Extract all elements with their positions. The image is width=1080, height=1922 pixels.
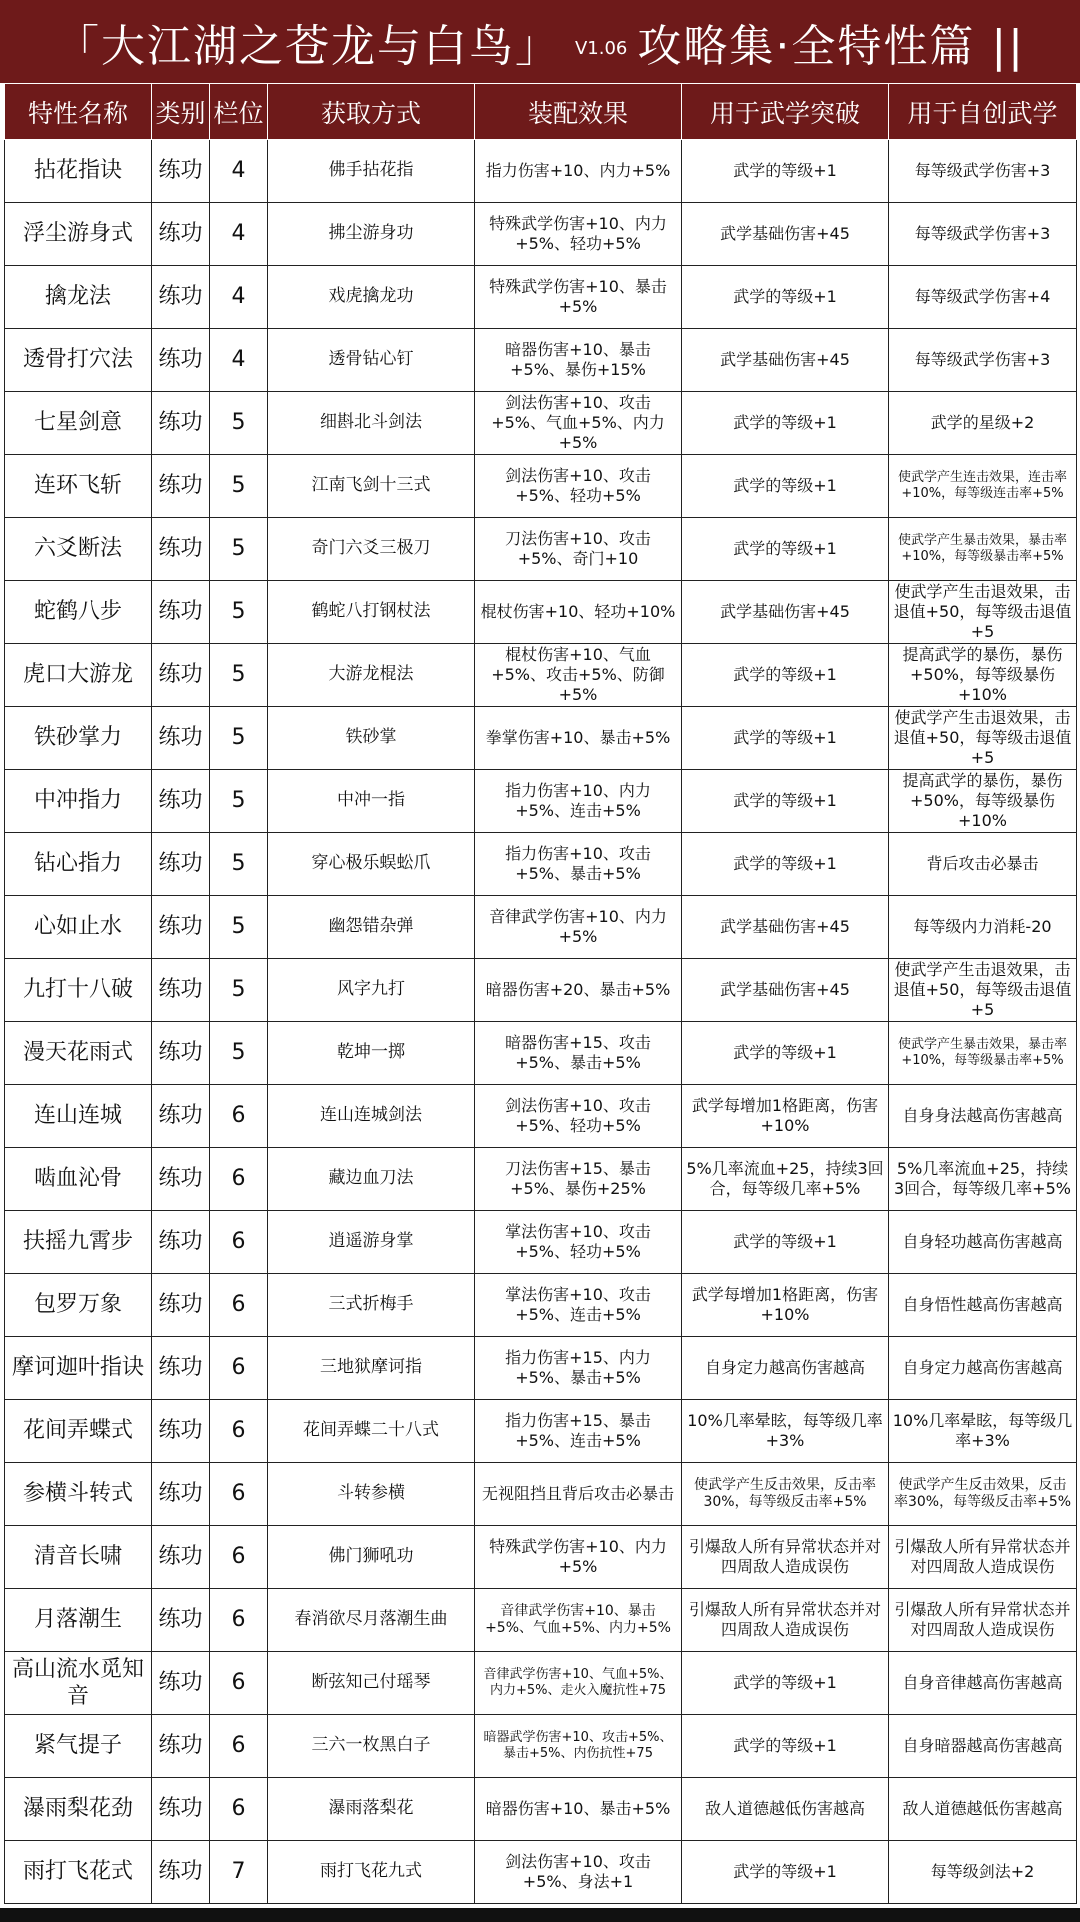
col-header-name: 特性名称 bbox=[5, 84, 152, 140]
table-row bbox=[5, 1841, 1077, 1904]
trait-name-cell: 透骨打穴法 bbox=[5, 329, 152, 392]
custom-art-cell: 自身暗器越高伤害越高 bbox=[889, 1715, 1077, 1778]
slot-cell: 4 bbox=[210, 329, 268, 392]
source-cell: 幽怨错杂弹 bbox=[268, 896, 475, 959]
custom-art-cell: 使武学产生击退效果，击退值+50，每等级击退值+5 bbox=[889, 959, 1077, 1022]
source-cell: 奇门六爻三极刀 bbox=[268, 518, 475, 581]
effect-cell: 掌法伤害+10、攻击+5%、连击+5% bbox=[475, 1274, 682, 1337]
table-row bbox=[5, 707, 1077, 770]
effect-cell: 棍杖伤害+10、轻功+10% bbox=[475, 581, 682, 644]
breakthrough-cell: 武学的等级+1 bbox=[682, 140, 889, 203]
trait-name-cell: 心如止水 bbox=[5, 896, 152, 959]
table-row bbox=[5, 1211, 1077, 1274]
breakthrough-cell: 武学的等级+1 bbox=[682, 707, 889, 770]
category-cell: 练功 bbox=[152, 203, 210, 266]
breakthrough-cell: 武学的等级+1 bbox=[682, 1211, 889, 1274]
table-row bbox=[5, 329, 1077, 392]
source-cell: 佛手拈花指 bbox=[268, 140, 475, 203]
custom-art-cell: 武学的星级+2 bbox=[889, 392, 1077, 455]
effect-cell: 暗器伤害+10、暴击+5% bbox=[475, 1778, 682, 1841]
slot-cell: 6 bbox=[210, 1652, 268, 1715]
table-row bbox=[5, 266, 1077, 329]
effect-cell: 暗器武学伤害+10、攻击+5%、暴击+5%、内伤抗性+75 bbox=[475, 1715, 682, 1778]
slot-cell: 6 bbox=[210, 1526, 268, 1589]
custom-art-cell: 自身轻功越高伤害越高 bbox=[889, 1211, 1077, 1274]
category-cell: 练功 bbox=[152, 1022, 210, 1085]
source-cell: 雨打飞花九式 bbox=[268, 1841, 475, 1904]
category-cell: 练功 bbox=[152, 959, 210, 1022]
trait-name-cell: 中冲指力 bbox=[5, 770, 152, 833]
breakthrough-cell: 武学基础伤害+45 bbox=[682, 959, 889, 1022]
breakthrough-cell: 武学的等级+1 bbox=[682, 518, 889, 581]
trait-name-cell: 啮血沁骨 bbox=[5, 1148, 152, 1211]
col-header-breakthrough: 用于武学突破 bbox=[682, 84, 889, 140]
breakthrough-cell: 武学的等级+1 bbox=[682, 770, 889, 833]
effect-cell: 暗器伤害+15、攻击+5%、暴击+5% bbox=[475, 1022, 682, 1085]
breakthrough-cell: 使武学产生反击效果，反击率30%，每等级反击率+5% bbox=[682, 1463, 889, 1526]
effect-cell: 指力伤害+15、内力+5%、暴击+5% bbox=[475, 1337, 682, 1400]
source-cell: 大游龙棍法 bbox=[268, 644, 475, 707]
title-version: V1.06 bbox=[574, 38, 628, 59]
category-cell: 练功 bbox=[152, 1274, 210, 1337]
slot-cell: 6 bbox=[210, 1715, 268, 1778]
table-row bbox=[5, 1022, 1077, 1085]
effect-cell: 剑法伤害+10、攻击+5%、身法+1 bbox=[475, 1841, 682, 1904]
effect-cell: 指力伤害+15、暴击+5%、连击+5% bbox=[475, 1400, 682, 1463]
custom-art-cell: 每等级武学伤害+3 bbox=[889, 203, 1077, 266]
effect-cell: 剑法伤害+10、攻击+5%、轻功+5% bbox=[475, 455, 682, 518]
category-cell: 练功 bbox=[152, 581, 210, 644]
breakthrough-cell: 武学的等级+1 bbox=[682, 1022, 889, 1085]
slot-cell: 4 bbox=[210, 140, 268, 203]
table-row bbox=[5, 959, 1077, 1022]
source-cell: 江南飞剑十三式 bbox=[268, 455, 475, 518]
effect-cell: 特殊武学伤害+10、暴击+5% bbox=[475, 266, 682, 329]
breakthrough-cell: 武学基础伤害+45 bbox=[682, 896, 889, 959]
category-cell: 练功 bbox=[152, 1652, 210, 1715]
title-bar bbox=[0, 0, 1080, 83]
table-row bbox=[5, 581, 1077, 644]
table-row bbox=[5, 1589, 1077, 1652]
trait-name-cell: 铁砂掌力 bbox=[5, 707, 152, 770]
breakthrough-cell: 武学每增加1格距离，伤害+10% bbox=[682, 1085, 889, 1148]
breakthrough-cell: 武学的等级+1 bbox=[682, 1652, 889, 1715]
title-main: 「大江湖之苍龙与白鸟」 bbox=[54, 20, 561, 72]
col-header-source: 获取方式 bbox=[268, 84, 475, 140]
effect-cell: 指力伤害+10、内力+5% bbox=[475, 140, 682, 203]
custom-art-cell: 背后攻击必暴击 bbox=[889, 833, 1077, 896]
custom-art-cell: 提高武学的暴伤，暴伤+50%，每等级暴伤+10% bbox=[889, 644, 1077, 707]
effect-cell: 拳掌伤害+10、暴击+5% bbox=[475, 707, 682, 770]
slot-cell: 5 bbox=[210, 392, 268, 455]
category-cell: 练功 bbox=[152, 329, 210, 392]
slot-cell: 6 bbox=[210, 1400, 268, 1463]
breakthrough-cell: 武学的等级+1 bbox=[682, 392, 889, 455]
table-row bbox=[5, 644, 1077, 707]
custom-art-cell: 自身音律越高伤害越高 bbox=[889, 1652, 1077, 1715]
bottom-strip bbox=[0, 1908, 1080, 1922]
table-row bbox=[5, 1337, 1077, 1400]
effect-cell: 暗器伤害+10、暴击+5%、暴伤+15% bbox=[475, 329, 682, 392]
breakthrough-cell: 敌人道德越低伤害越高 bbox=[682, 1778, 889, 1841]
source-cell: 拂尘游身功 bbox=[268, 203, 475, 266]
table-row bbox=[5, 1085, 1077, 1148]
category-cell: 练功 bbox=[152, 1463, 210, 1526]
table-row bbox=[5, 1400, 1077, 1463]
trait-name-cell: 虎口大游龙 bbox=[5, 644, 152, 707]
slot-cell: 6 bbox=[210, 1085, 268, 1148]
slot-cell: 4 bbox=[210, 203, 268, 266]
breakthrough-cell: 引爆敌人所有异常状态并对四周敌人造成误伤 bbox=[682, 1526, 889, 1589]
custom-art-cell: 每等级武学伤害+4 bbox=[889, 266, 1077, 329]
source-cell: 铁砂掌 bbox=[268, 707, 475, 770]
slot-cell: 6 bbox=[210, 1148, 268, 1211]
custom-art-cell: 提高武学的暴伤，暴伤+50%，每等级暴伤+10% bbox=[889, 770, 1077, 833]
slot-cell: 6 bbox=[210, 1337, 268, 1400]
custom-art-cell: 每等级武学伤害+3 bbox=[889, 140, 1077, 203]
source-cell: 连山连城剑法 bbox=[268, 1085, 475, 1148]
breakthrough-cell: 武学的等级+1 bbox=[682, 266, 889, 329]
table-row bbox=[5, 1778, 1077, 1841]
effect-cell: 棍杖伤害+10、气血+5%、攻击+5%、防御+5% bbox=[475, 644, 682, 707]
source-cell: 花间弄蝶二十八式 bbox=[268, 1400, 475, 1463]
category-cell: 练功 bbox=[152, 518, 210, 581]
slot-cell: 5 bbox=[210, 770, 268, 833]
trait-name-cell: 紧气提子 bbox=[5, 1715, 152, 1778]
breakthrough-cell: 武学的等级+1 bbox=[682, 455, 889, 518]
trait-name-cell: 参横斗转式 bbox=[5, 1463, 152, 1526]
effect-cell: 剑法伤害+10、攻击+5%、气血+5%、内力+5% bbox=[475, 392, 682, 455]
breakthrough-cell: 武学每增加1格距离，伤害+10% bbox=[682, 1274, 889, 1337]
source-cell: 三式折梅手 bbox=[268, 1274, 475, 1337]
category-cell: 练功 bbox=[152, 1400, 210, 1463]
source-cell: 风字九打 bbox=[268, 959, 475, 1022]
custom-art-cell: 使武学产生反击效果，反击率30%，每等级反击率+5% bbox=[889, 1463, 1077, 1526]
trait-name-cell: 清音长啸 bbox=[5, 1526, 152, 1589]
slot-cell: 5 bbox=[210, 1022, 268, 1085]
custom-art-cell: 每等级武学伤害+3 bbox=[889, 329, 1077, 392]
breakthrough-cell: 5%几率流血+25，持续3回合，每等级几率+5% bbox=[682, 1148, 889, 1211]
custom-art-cell: 使武学产生连击效果，连击率+10%，每等级连击率+5% bbox=[889, 455, 1077, 518]
category-cell: 练功 bbox=[152, 644, 210, 707]
category-cell: 练功 bbox=[152, 1337, 210, 1400]
category-cell: 练功 bbox=[152, 770, 210, 833]
trait-name-cell: 扶摇九霄步 bbox=[5, 1211, 152, 1274]
trait-name-cell: 浮尘游身式 bbox=[5, 203, 152, 266]
custom-art-cell: 引爆敌人所有异常状态并对四周敌人造成误伤 bbox=[889, 1589, 1077, 1652]
table-row bbox=[5, 1526, 1077, 1589]
custom-art-cell: 每等级内力消耗-20 bbox=[889, 896, 1077, 959]
custom-art-cell: 自身悟性越高伤害越高 bbox=[889, 1274, 1077, 1337]
effect-cell: 音律武学伤害+10、气血+5%、内力+5%、走火入魔抗性+75 bbox=[475, 1652, 682, 1715]
source-cell: 佛门狮吼功 bbox=[268, 1526, 475, 1589]
slot-cell: 5 bbox=[210, 896, 268, 959]
trait-name-cell: 雨打飞花式 bbox=[5, 1841, 152, 1904]
table-row bbox=[5, 455, 1077, 518]
table-row bbox=[5, 770, 1077, 833]
effect-cell: 刀法伤害+10、攻击+5%、奇门+10 bbox=[475, 518, 682, 581]
category-cell: 练功 bbox=[152, 1148, 210, 1211]
slot-cell: 6 bbox=[210, 1778, 268, 1841]
source-cell: 瀑雨落梨花 bbox=[268, 1778, 475, 1841]
custom-art-cell: 自身定力越高伤害越高 bbox=[889, 1337, 1077, 1400]
trait-name-cell: 瀑雨梨花劲 bbox=[5, 1778, 152, 1841]
custom-art-cell: 每等级剑法+2 bbox=[889, 1841, 1077, 1904]
col-header-slot: 栏位 bbox=[210, 84, 268, 140]
trait-name-cell: 拈花指诀 bbox=[5, 140, 152, 203]
table-row bbox=[5, 1148, 1077, 1211]
breakthrough-cell: 引爆敌人所有异常状态并对四周敌人造成误伤 bbox=[682, 1589, 889, 1652]
table-row bbox=[5, 896, 1077, 959]
breakthrough-cell: 武学的等级+1 bbox=[682, 1715, 889, 1778]
category-cell: 练功 bbox=[152, 392, 210, 455]
source-cell: 春消欲尽月落潮生曲 bbox=[268, 1589, 475, 1652]
table-row bbox=[5, 1274, 1077, 1337]
custom-art-cell: 自身身法越高伤害越高 bbox=[889, 1085, 1077, 1148]
category-cell: 练功 bbox=[152, 1715, 210, 1778]
category-cell: 练功 bbox=[152, 1778, 210, 1841]
category-cell: 练功 bbox=[152, 1085, 210, 1148]
trait-name-cell: 漫天花雨式 bbox=[5, 1022, 152, 1085]
breakthrough-cell: 武学基础伤害+45 bbox=[682, 329, 889, 392]
source-cell: 断弦知己付瑶琴 bbox=[268, 1652, 475, 1715]
category-cell: 练功 bbox=[152, 140, 210, 203]
slot-cell: 5 bbox=[210, 518, 268, 581]
effect-cell: 无视阻挡且背后攻击必暴击 bbox=[475, 1463, 682, 1526]
effect-cell: 剑法伤害+10、攻击+5%、轻功+5% bbox=[475, 1085, 682, 1148]
category-cell: 练功 bbox=[152, 707, 210, 770]
slot-cell: 7 bbox=[210, 1841, 268, 1904]
trait-name-cell: 蛇鹤八步 bbox=[5, 581, 152, 644]
trait-name-cell: 包罗万象 bbox=[5, 1274, 152, 1337]
effect-cell: 特殊武学伤害+10、内力+5% bbox=[475, 1526, 682, 1589]
trait-name-cell: 月落潮生 bbox=[5, 1589, 152, 1652]
effect-cell: 音律武学伤害+10、内力+5% bbox=[475, 896, 682, 959]
trait-name-cell: 七星剑意 bbox=[5, 392, 152, 455]
trait-name-cell: 花间弄蝶式 bbox=[5, 1400, 152, 1463]
breakthrough-cell: 武学的等级+1 bbox=[682, 644, 889, 707]
slot-cell: 6 bbox=[210, 1463, 268, 1526]
source-cell: 三地狱摩诃指 bbox=[268, 1337, 475, 1400]
table-row bbox=[5, 203, 1077, 266]
effect-cell: 指力伤害+10、内力+5%、连击+5% bbox=[475, 770, 682, 833]
category-cell: 练功 bbox=[152, 455, 210, 518]
source-cell: 斗转参横 bbox=[268, 1463, 475, 1526]
effect-cell: 音律武学伤害+10、暴击+5%、气血+5%、内力+5% bbox=[475, 1589, 682, 1652]
source-cell: 藏边血刀法 bbox=[268, 1148, 475, 1211]
breakthrough-cell: 武学基础伤害+45 bbox=[682, 203, 889, 266]
source-cell: 透骨钻心钉 bbox=[268, 329, 475, 392]
custom-art-cell: 使武学产生击退效果，击退值+50，每等级击退值+5 bbox=[889, 581, 1077, 644]
custom-art-cell: 使武学产生暴击效果，暴击率+10%，每等级暴击率+5% bbox=[889, 1022, 1077, 1085]
breakthrough-cell: 10%几率晕眩，每等级几率+3% bbox=[682, 1400, 889, 1463]
source-cell: 三六一枚黑白子 bbox=[268, 1715, 475, 1778]
slot-cell: 5 bbox=[210, 455, 268, 518]
custom-art-cell: 使武学产生击退效果，击退值+50，每等级击退值+5 bbox=[889, 707, 1077, 770]
trait-name-cell: 九打十八破 bbox=[5, 959, 152, 1022]
table-row bbox=[5, 833, 1077, 896]
source-cell: 中冲一指 bbox=[268, 770, 475, 833]
trait-name-cell: 连山连城 bbox=[5, 1085, 152, 1148]
trait-name-cell: 钻心指力 bbox=[5, 833, 152, 896]
table-row bbox=[5, 1715, 1077, 1778]
title-rest: 攻略集·全特性篇 || bbox=[637, 20, 1026, 72]
col-header-custom-art: 用于自创武学 bbox=[889, 84, 1077, 140]
custom-art-cell: 敌人道德越低伤害越高 bbox=[889, 1778, 1077, 1841]
col-header-effect: 装配效果 bbox=[475, 84, 682, 140]
effect-cell: 掌法伤害+10、攻击+5%、轻功+5% bbox=[475, 1211, 682, 1274]
source-cell: 逍遥游身掌 bbox=[268, 1211, 475, 1274]
trait-name-cell: 高山流水觅知音 bbox=[5, 1652, 152, 1715]
effect-cell: 指力伤害+10、攻击+5%、暴击+5% bbox=[475, 833, 682, 896]
effect-cell: 刀法伤害+15、暴击+5%、暴伤+25% bbox=[475, 1148, 682, 1211]
category-cell: 练功 bbox=[152, 1841, 210, 1904]
table-row bbox=[5, 392, 1077, 455]
table-row bbox=[5, 1463, 1077, 1526]
traits-table bbox=[4, 83, 1077, 1904]
slot-cell: 4 bbox=[210, 266, 268, 329]
slot-cell: 5 bbox=[210, 707, 268, 770]
table-row bbox=[5, 518, 1077, 581]
category-cell: 练功 bbox=[152, 266, 210, 329]
source-cell: 穿心极乐蜈蚣爪 bbox=[268, 833, 475, 896]
trait-name-cell: 摩诃迦叶指诀 bbox=[5, 1337, 152, 1400]
breakthrough-cell: 自身定力越高伤害越高 bbox=[682, 1337, 889, 1400]
source-cell: 乾坤一掷 bbox=[268, 1022, 475, 1085]
custom-art-cell: 5%几率流血+25，持续3回合，每等级几率+5% bbox=[889, 1148, 1077, 1211]
breakthrough-cell: 武学的等级+1 bbox=[682, 833, 889, 896]
source-cell: 戏虎擒龙功 bbox=[268, 266, 475, 329]
slot-cell: 5 bbox=[210, 644, 268, 707]
category-cell: 练功 bbox=[152, 1211, 210, 1274]
trait-name-cell: 六爻断法 bbox=[5, 518, 152, 581]
trait-name-cell: 擒龙法 bbox=[5, 266, 152, 329]
breakthrough-cell: 武学的等级+1 bbox=[682, 1841, 889, 1904]
source-cell: 细斟北斗剑法 bbox=[268, 392, 475, 455]
category-cell: 练功 bbox=[152, 1589, 210, 1652]
trait-name-cell: 连环飞斩 bbox=[5, 455, 152, 518]
breakthrough-cell: 武学基础伤害+45 bbox=[682, 581, 889, 644]
custom-art-cell: 10%几率晕眩，每等级几率+3% bbox=[889, 1400, 1077, 1463]
effect-cell: 特殊武学伤害+10、内力+5%、轻功+5% bbox=[475, 203, 682, 266]
source-cell: 鹤蛇八打钢杖法 bbox=[268, 581, 475, 644]
table-header-row bbox=[5, 84, 1077, 140]
effect-cell: 暗器伤害+20、暴击+5% bbox=[475, 959, 682, 1022]
category-cell: 练功 bbox=[152, 1526, 210, 1589]
table-row bbox=[5, 1652, 1077, 1715]
table-row bbox=[5, 140, 1077, 203]
custom-art-cell: 引爆敌人所有异常状态并对四周敌人造成误伤 bbox=[889, 1526, 1077, 1589]
col-header-category: 类别 bbox=[152, 84, 210, 140]
category-cell: 练功 bbox=[152, 896, 210, 959]
category-cell: 练功 bbox=[152, 833, 210, 896]
slot-cell: 6 bbox=[210, 1274, 268, 1337]
slot-cell: 6 bbox=[210, 1211, 268, 1274]
slot-cell: 5 bbox=[210, 581, 268, 644]
slot-cell: 5 bbox=[210, 959, 268, 1022]
custom-art-cell: 使武学产生暴击效果，暴击率+10%，每等级暴击率+5% bbox=[889, 518, 1077, 581]
slot-cell: 5 bbox=[210, 833, 268, 896]
slot-cell: 6 bbox=[210, 1589, 268, 1652]
